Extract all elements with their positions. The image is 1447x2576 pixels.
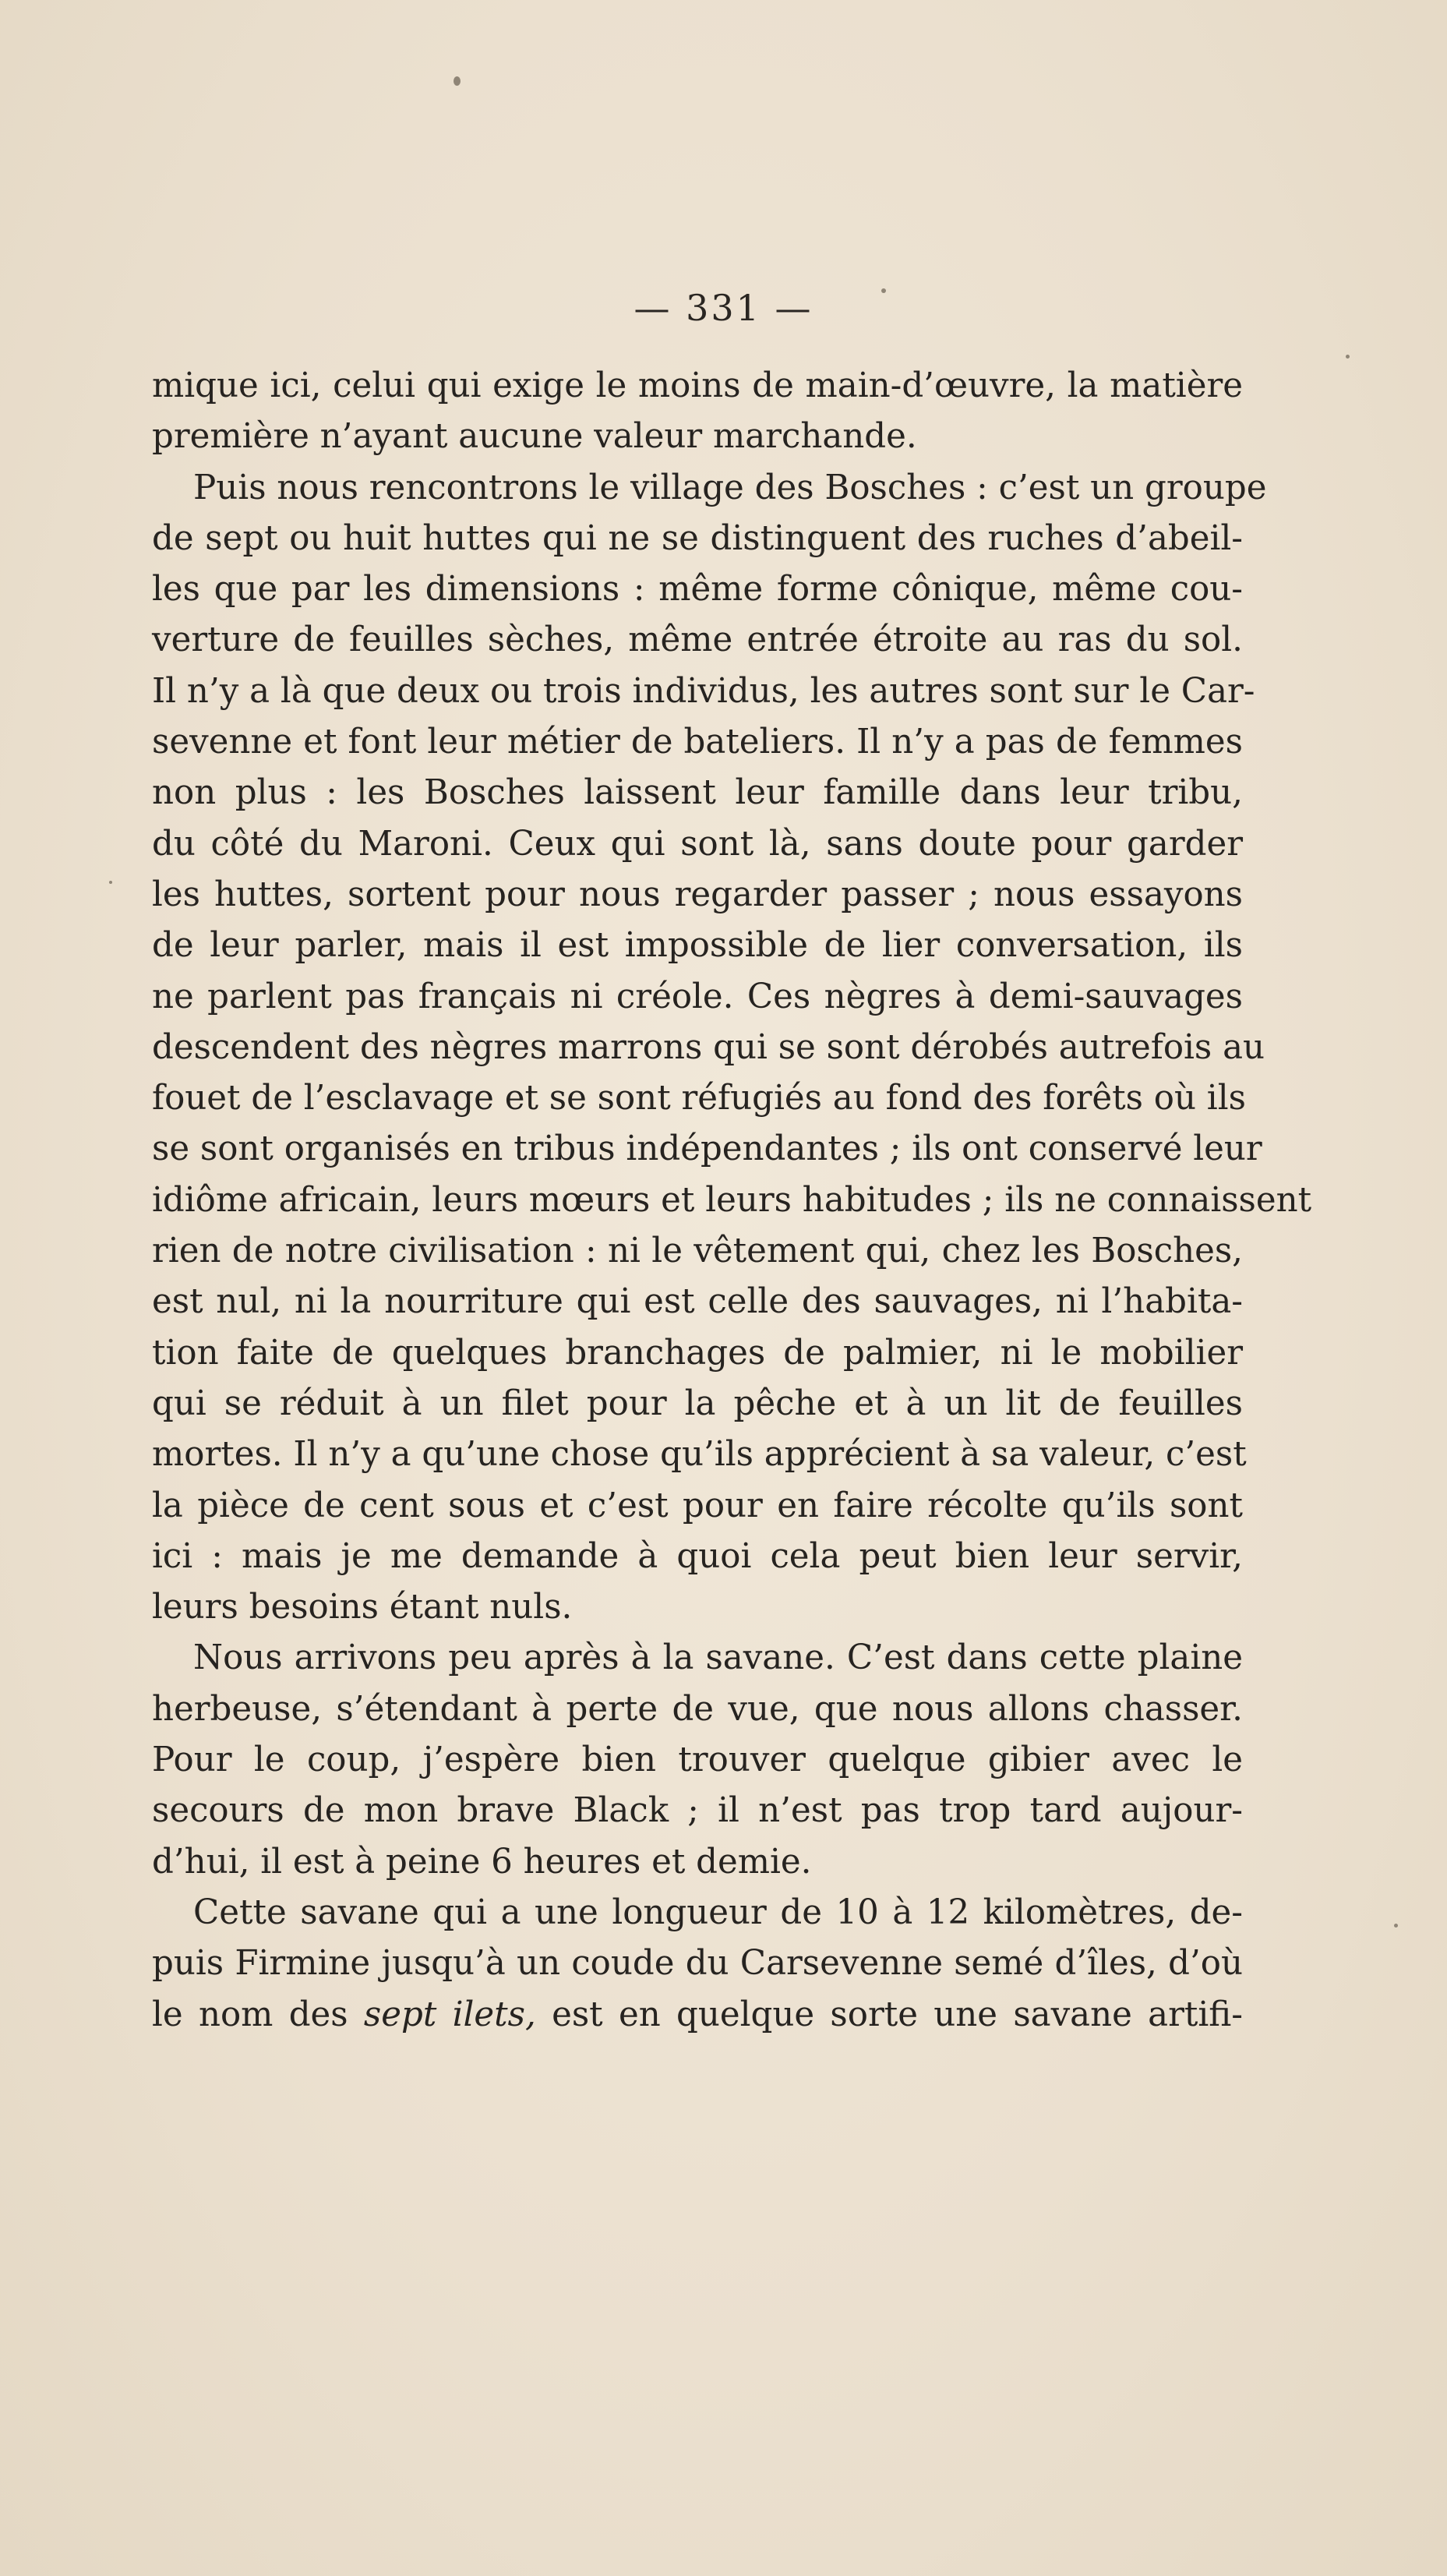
text-line: d’hui, il est à peine 6 heures et demie. bbox=[152, 1842, 812, 1882]
text-segment: est en quelque sorte une savane artifi- bbox=[535, 1995, 1243, 2034]
text-line: sevenne et font leur métier de bateliers. Il n’y a pas de femmes bbox=[152, 723, 1243, 762]
paper-spot bbox=[1394, 1924, 1398, 1928]
text-line: leurs besoins étant nuls. bbox=[152, 1588, 573, 1627]
italic-place-name: sept ilets, bbox=[363, 1995, 536, 2034]
paper-spot bbox=[1346, 355, 1350, 359]
text-line: Pour le coup, j’espère bien trouver quelque gibier avec le bbox=[152, 1740, 1243, 1780]
paper-spot bbox=[109, 881, 112, 884]
text-line: tion faite de quelques branchages de palmier, ni le mobilier bbox=[152, 1333, 1243, 1373]
body-text bbox=[152, 361, 1312, 2041]
text-line: ne parlent pas français ni créole. Ces nègres à demi-sauvages bbox=[152, 977, 1243, 1016]
text-line: Cette savane qui a une longueur de 10 à 12 kilomètres, de- bbox=[193, 1892, 1243, 1932]
paper-spot bbox=[454, 76, 461, 86]
text-line-final bbox=[152, 1990, 1243, 2041]
text-line: secours de mon brave Black ; il n’est pas trop tard aujour- bbox=[152, 1791, 1243, 1831]
text-line: mique ici, celui qui exige le moins de main-d’œuvre, la matière bbox=[152, 366, 1243, 405]
text-line: ici : mais je me demande à quoi cela peut bien leur servir, bbox=[152, 1536, 1243, 1576]
text-line: est nul, ni la nourriture qui est celle des sauvages, ni l’habita- bbox=[152, 1282, 1243, 1322]
text-line: puis Firmine jusqu’à un coude du Carsevenne semé d’îles, d’où bbox=[152, 1944, 1243, 1984]
text-line: de sept ou huit huttes qui ne se distinguent des ruches d’abeil- bbox=[152, 518, 1243, 558]
text-segment: le nom des bbox=[152, 1995, 364, 2034]
text-line: de leur parler, mais il est impossible de lier conversation, ils bbox=[152, 926, 1243, 966]
text-line: mortes. Il n’y a qu’une chose qu’ils apprécient à sa valeur, c’est bbox=[152, 1435, 1247, 1475]
text-line: première n’ayant aucune valeur marchande. bbox=[152, 417, 917, 457]
text-line: se sont organisés en tribus indépendantes ; ils ont conservé leur bbox=[152, 1129, 1262, 1169]
page-number: — 331 — bbox=[634, 287, 813, 329]
text-line: les que par les dimensions : même forme cônique, même cou- bbox=[152, 570, 1243, 610]
text-line: rien de notre civilisation : ni le vêtement qui, chez les Bosches, bbox=[152, 1231, 1243, 1271]
text-line: non plus : les Bosches laissent leur famille dans leur tribu, bbox=[152, 773, 1243, 813]
text-line: Puis nous rencontrons le village des Bosches : c’est un groupe bbox=[193, 468, 1267, 507]
text-line: verture de feuilles sèches, même entrée étroite au ras du sol. bbox=[152, 620, 1243, 660]
text-line: herbeuse, s’étendant à perte de vue, que nous allons chasser. bbox=[152, 1689, 1243, 1729]
text-line: la pièce de cent sous et c’est pour en faire récolte qu’ils sont bbox=[152, 1486, 1243, 1525]
text-line: qui se réduit à un filet pour la pêche et à un lit de feuilles bbox=[152, 1383, 1243, 1423]
text-line: Nous arrivons peu après à la savane. C’est dans cette plaine bbox=[193, 1638, 1243, 1678]
text-line: descendent des nègres marrons qui se sont dérobés autrefois au bbox=[152, 1027, 1265, 1067]
text-line: du côté du Maroni. Ceux qui sont là, sans doute pour garder bbox=[152, 824, 1243, 864]
text-line: fouet de l’esclavage et se sont réfugiés au fond des forêts où ils bbox=[152, 1079, 1246, 1118]
text-line: les huttes, sortent pour nous regarder passer ; nous essayons bbox=[152, 875, 1243, 914]
text-line: idiôme africain, leurs mœurs et leurs habitudes ; ils ne connaissent bbox=[152, 1180, 1312, 1220]
text-line: Il n’y a là que deux ou trois individus, les autres sont sur le Car- bbox=[152, 671, 1255, 711]
